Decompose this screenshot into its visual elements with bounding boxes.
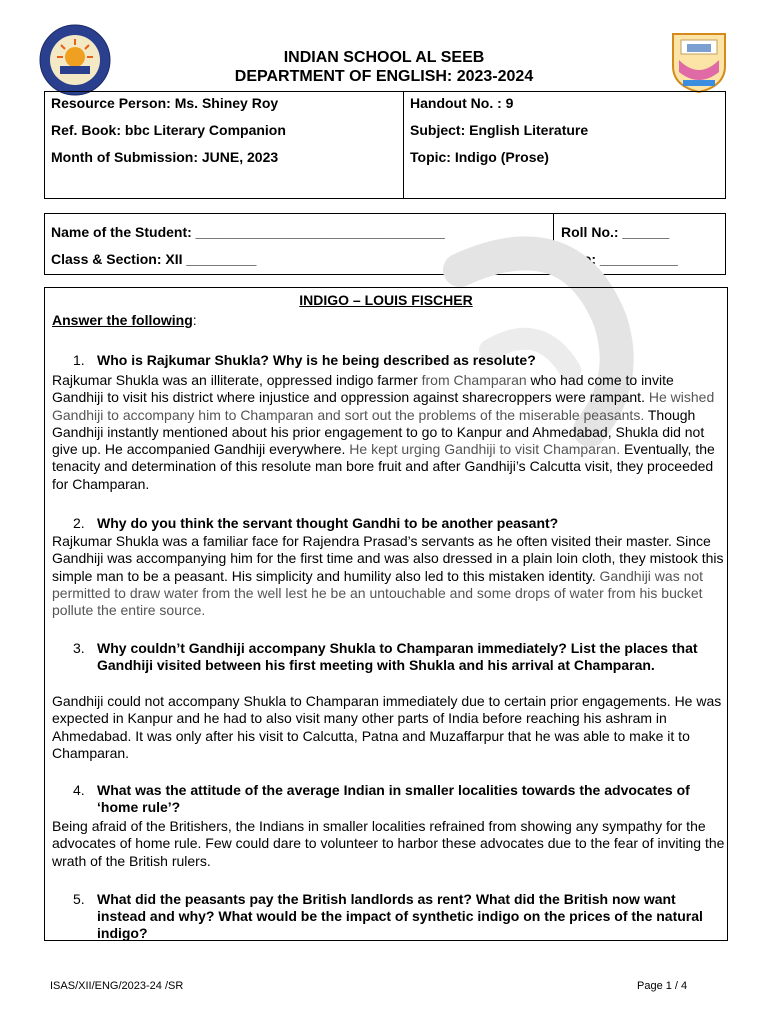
handout-info-box bbox=[44, 91, 726, 199]
document-code: ISAS/XII/ENG/2023-24 /SR bbox=[50, 980, 184, 992]
question-number: 4. bbox=[73, 782, 85, 798]
handout-number: Handout No. : 9 bbox=[410, 95, 514, 111]
question-number: 5. bbox=[73, 891, 85, 907]
subject: Subject: English Literature bbox=[410, 122, 589, 138]
question-2 bbox=[73, 515, 723, 532]
answer-2 bbox=[52, 533, 728, 619]
instruction bbox=[52, 312, 197, 328]
reference-book: Ref. Book: bbc Literary Companion bbox=[51, 122, 286, 138]
roll-number-field[interactable]: Roll No.: ______ bbox=[561, 224, 670, 240]
topic: Topic: Indigo (Prose) bbox=[410, 149, 549, 165]
answer-text: Rajkumar Shukla was a familiar face for Rajendra Prasad’s servants as he often visited their master. Since Gandhiji was accompanying him for the first time and was also dressed in a plain loin cloth, they mistook this simple man to be a peasant. His simplicity and humility also led to this mistaken identity. bbox=[52, 533, 724, 584]
answer-3: Gandhiji could not accompany Shukla to Champaran immediately due to certain prior engagements. He was expected in Kanpur and he had to also visit many other parts of India before reaching his ashram in Ahmedabad. It was only after his visit to Calcutta, Patna and Muzaffarpur that he was able to make it to Champaran. bbox=[52, 693, 722, 761]
info-divider bbox=[403, 92, 404, 198]
class-section-field[interactable]: Class & Section: XII _________ bbox=[51, 251, 257, 267]
lesson-title: INDIGO – LOUIS FISCHER bbox=[299, 292, 473, 308]
resource-person: Resource Person: Ms. Shiney Roy bbox=[51, 95, 279, 111]
question-text: What was the attitude of the average Indian in smaller localities towards the advocates of ‘home rule’? bbox=[97, 782, 690, 815]
answer-text: Eventually, the tenacity and determination of this resolute man bore fruit and after Gandhiji’s Calcutta visit, they proceeded for Champaran. bbox=[52, 441, 715, 492]
answer-text: Though Gandhiji instantly mentioned about his prior engagement to go to Kanpur and Ahmedabad, Shukla did not give up. He accompanied Gandhiji everywhere. bbox=[52, 406, 705, 458]
page-number: Page 1 / 4 bbox=[637, 980, 688, 992]
answer-1 bbox=[52, 372, 728, 493]
student-name-field[interactable]: Name of the Student: ________________________________ bbox=[51, 224, 445, 240]
answer-text: Gandhiji was not permitted to draw water from the well lest he be an untouchable and some drops of water from his bucket pollute the entire source. bbox=[52, 567, 704, 619]
answer-text: from Champaran bbox=[421, 372, 527, 388]
question-text: Why couldn’t Gandhiji accompany Shukla to Champaran immediately? List the places that Gandhiji visited between his first meeting with Shukla and his arrival at Champaran. bbox=[97, 640, 698, 673]
question-number: 1. bbox=[73, 352, 85, 368]
date-field[interactable]: Date: __________ bbox=[561, 251, 678, 267]
question-text: Why do you think the servant thought Gandhi to be another peasant? bbox=[97, 515, 559, 531]
question-4 bbox=[73, 782, 723, 816]
question-1 bbox=[73, 352, 723, 369]
question-number: 2. bbox=[73, 515, 85, 531]
answer-text: Rajkumar Shukla was an illiterate, oppressed indigo farmer bbox=[52, 372, 422, 388]
answer-text: He wished Gandhiji to accompany him to Champaran and sort out the problems of the miserable peasants. bbox=[52, 389, 715, 423]
answer-4: Being afraid of the Britishers, the Indians in smaller localities refrained from showing any sympathy for the advocates of home rule. Few could dare to volunteer to harbor these advocates due to the fear of inviting the wrath of the British rulers. bbox=[52, 818, 725, 869]
answer-text: who had come to invite Gandhiji to visit his district where injustice and oppression against sharecroppers were rampant. bbox=[52, 372, 674, 406]
question-5 bbox=[73, 891, 723, 942]
instruction-text: Answer the following bbox=[52, 312, 193, 328]
submission-month: Month of Submission: JUNE, 2023 bbox=[51, 149, 279, 165]
question-text: What did the peasants pay the British landlords as rent? What did the British now want instead and why? What would be the impact of synthetic indigo on the prices of the natural indigo? bbox=[97, 891, 703, 941]
question-3 bbox=[73, 640, 723, 674]
answer-text: He kept urging Gandhiji to visit Champaran. bbox=[349, 441, 621, 458]
question-text: Who is Rajkumar Shukla? Why is he being described as resolute? bbox=[97, 352, 536, 368]
department-title: DEPARTMENT OF ENGLISH: 2023-2024 bbox=[234, 68, 534, 85]
questions-box bbox=[44, 287, 728, 941]
school-name: INDIAN SCHOOL AL SEEB bbox=[283, 49, 485, 66]
instruction-colon: : bbox=[192, 312, 197, 328]
question-number: 3. bbox=[73, 640, 85, 656]
